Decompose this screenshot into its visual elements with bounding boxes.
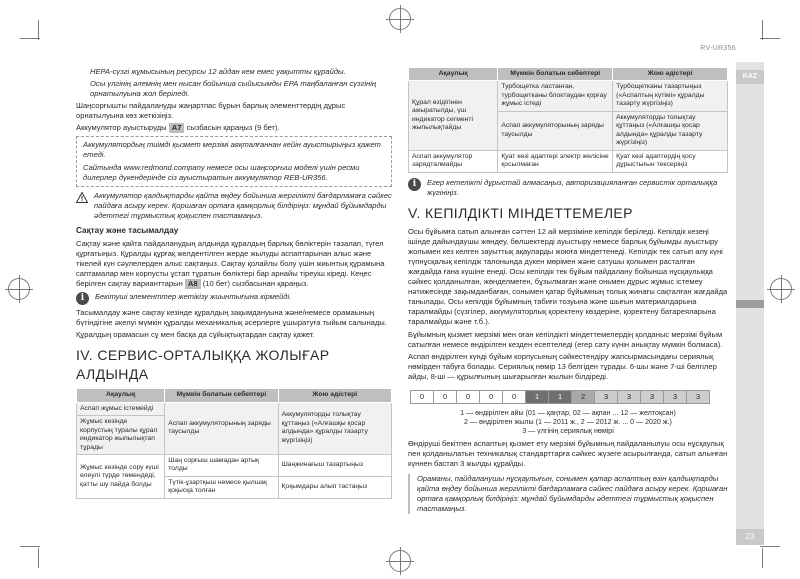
recycle-warning bbox=[76, 191, 392, 221]
serial-cell: 0 bbox=[479, 390, 503, 404]
table-cell: Жұмыс кезінде корпустың туралы құрал индикатор жыпылықтап тұрады bbox=[77, 416, 165, 455]
serial-legend bbox=[408, 409, 728, 437]
info-icon: i bbox=[76, 292, 89, 305]
table-cell: Қуат көзі адаптердің қосу дұрыстығын тексеріңіз bbox=[613, 150, 728, 172]
table-cell: Аспап аккумуляторының заряды таусылды bbox=[165, 402, 278, 454]
table-cell: Қуат көзі адаптері электр желісіне қосылмаған bbox=[498, 150, 613, 172]
warranty-paragraph: Өндіруші бекітпен аспаптың қызмет ету мерзімі бұйымның пайдаланылуы осы нұсқаулық пен қолданылатын техникалық стандарттарға сәйкес жүзеге асырылғанда, сатып алынған күннен бастап 3 жылды құрайды. bbox=[408, 439, 728, 469]
figure-tag: A7 bbox=[169, 123, 185, 133]
warning-text: Аккумулятор қалдықтарды қайта өңдеу бойынша жергілікті бағдарламаға сәйкес пайдаға асыру керек. Қоршаған ортаға қамқорлық білдіріңіз: мұндай бұйымдарды әдеттегі тұрмыстық қоқыспен тастамаңыз. bbox=[94, 191, 392, 221]
table-header: Мүмкін болатын себептері bbox=[498, 68, 613, 81]
storage-paragraph: Тасымалдау және сақтау кезінде құралдың зақымдануына және/немесе орамаының бүтіндігіне әкелуі мүмкін құралды механикалық әсерлерге ұшыратуға тыйым салынады. bbox=[76, 308, 387, 328]
serial-cell: 0 bbox=[410, 390, 434, 404]
right-column bbox=[408, 67, 728, 514]
storage-heading: Сақтау және тасымалдау bbox=[76, 226, 179, 236]
table-cell: Құрал өзідігінен ажыратылды, үш индикатор сегменті жыпылықтайды bbox=[409, 81, 498, 150]
serial-cell: 3 bbox=[663, 390, 687, 404]
table-cell: Жұмыс кезінде сору күші елеулі түрде төмендеді, қатты шу пайда болды bbox=[77, 455, 165, 499]
info-icon: i bbox=[408, 178, 421, 191]
registration-mark bbox=[770, 278, 792, 300]
serial-cell: 1 bbox=[548, 390, 572, 404]
info-text: Егер кетелікті дұрыстай алмасаңыз, авторизацияланған сервистік орталыққа жүгініңіз. bbox=[427, 177, 718, 197]
serial-cell: 0 bbox=[433, 390, 457, 404]
serial-number-diagram bbox=[408, 390, 728, 404]
table-cell: Аспап жұмыс істемейді bbox=[77, 402, 165, 415]
table-cell: Түтік-ұзартқыш немесе қылшақ қоқысқа толған bbox=[165, 476, 278, 498]
info-text: Бекітуші элементтер жетікізу жиынтығына кірмейді. bbox=[95, 292, 292, 302]
troubleshooting-table bbox=[76, 388, 392, 499]
serial-cell: 3 bbox=[594, 390, 618, 404]
registration-mark bbox=[389, 8, 411, 30]
serial-cell: 0 bbox=[502, 390, 526, 404]
section-heading: IV. СЕРВИС-ОРТАЛЫҚҚА ЖОЛЫҒАР АЛДЫНДА bbox=[76, 347, 330, 382]
recycle-note: Ораманы, пайдаланушы нұсқаулығын, сонымен қатар аспаптың өзін қалдықтарды қайта өңдеу бойынша жергілікті бағдарламаға сәйкес пайдаға асыру керек. Қоршаған ортаға қамқорлық білдіріңіз: мұндай бұйымдарды әдеттегі тұрмыстық қоқыспен тастамаңыз. bbox=[408, 474, 728, 514]
serial-cell: 1 bbox=[525, 390, 549, 404]
serial-cell: 3 bbox=[686, 390, 710, 404]
serial-cell: 3 bbox=[617, 390, 641, 404]
page-number: 23 bbox=[736, 529, 764, 545]
legend-line: 1 — өндірілген айы (01 — қаңтар, 02 — ақпан ... 12 — желтоқсан) bbox=[460, 408, 676, 417]
intro-filter: НЕРА-сүзгі жұмысының ресурсы 12 айдан кем емес уақытты құрайды. bbox=[90, 67, 346, 76]
table-header: Мүмкін болатын себептері bbox=[165, 389, 278, 402]
crop-mark bbox=[20, 546, 40, 547]
table-cell: Аспап аккумулятор зарядталмайды bbox=[409, 150, 498, 172]
table-cell: Шаңжинағыш тазартыңыз bbox=[278, 455, 391, 477]
crop-mark bbox=[20, 38, 40, 39]
crop-mark bbox=[38, 20, 39, 40]
registration-mark bbox=[389, 550, 411, 572]
battery-note-box bbox=[76, 136, 392, 187]
storage-paragraph: Сақтау және қайта пайдаланудың алдында құралдың барлық бөліктерін тазалап, түгел құрғатыңыз. Құралды құрғақ желдентілген жерде жылуды аспаптарынан алыс және тікелей күн сәулелерден алыс сақтаңыз. Сақтау қолайлы болу үшін жиынтық құрамына саптамалар мен корпусты ұстап тұратын бөліктері бар арнайы тіреуіш кіреді. Кеңес берілген сақтау варианттарын A8 (10 бет) сызбасынан қараңыз. bbox=[76, 239, 385, 289]
table-cell: Қоқымдары алып тастаңыз bbox=[278, 476, 391, 498]
storage-paragraph: Құралдың орамасын сұ мен басқа да сұйықтықтардан сақтау қажет. bbox=[76, 330, 315, 340]
crop-mark bbox=[762, 548, 763, 568]
crop-mark bbox=[762, 20, 763, 40]
note-line: Аккумулятордың тиімді қызмет мерзімі аяқталғаннан кейін ауыстырыңыз қажет етеді. bbox=[83, 140, 381, 160]
table-header: Жою әдістері bbox=[613, 68, 728, 81]
legend-line: 2 — өндірілген жылы (1 — 2011 ж., 2 — 2012 ж. ... 0 — 2020 ж.) bbox=[464, 417, 672, 426]
table-row bbox=[77, 402, 392, 415]
intro-check: Шаңсорғышты пайдалануды жаңартпас бұрын барлық элементтердің дұрыс орнатылуына көз жеткізіңіз. bbox=[76, 101, 346, 121]
battery-line: Аккумулятор ауыстыруды A7 сызбасын қараңыз (9 бет). bbox=[76, 123, 280, 133]
table-cell: Турбощетка ластанған, турбощетканы блоктаудан қорғау жұмыс істеді bbox=[498, 81, 613, 111]
table-cell: Аккумуляторды толықтау құттаңыз («Алғашқы қосар алдында» құралды тазарту жүргізіңіз) bbox=[613, 111, 728, 150]
table-row bbox=[409, 81, 728, 111]
crop-mark bbox=[760, 38, 780, 39]
registration-mark bbox=[8, 278, 30, 300]
table-cell: Шаң сорғыш шамадан артық толды bbox=[165, 455, 278, 477]
table-header: Ақаулық bbox=[409, 68, 498, 81]
legend-line: 3 — үлгінің сериялық нөмірі bbox=[522, 427, 614, 436]
left-column bbox=[76, 67, 392, 499]
side-tab-bar bbox=[736, 62, 764, 545]
crop-mark bbox=[760, 546, 780, 547]
note-line: Сайтында www.redmond.company немесе осы шаңсорғыш моделі үшін ресми дилерлер дүкендерінде сіз ауыстыратын аккумулятор REB-UR356. bbox=[83, 163, 360, 183]
section-heading: V. КЕПІЛДІКТІ МІНДЕТТЕМЕЛЕР bbox=[408, 204, 633, 221]
warranty-paragraph: Аспап өндірілген күнді бұйым корпусының сәйкестендіру жапсырмасындағы сериялық нөмірден табуға болады. Сериялық нөмір 13 белгіден тұрады. 6-шы және 7-ші белгілер айды, 8-ші — құрылғының шығарылған жылын білдіреді. bbox=[408, 351, 717, 381]
table-header: Ақаулық bbox=[77, 389, 165, 402]
table-cell: Аккумуляторды толықтау құттаңыз («Алғашқы қосар алдында» құралды тазарту жүргізіңіз) bbox=[278, 402, 391, 454]
serial-cell: 0 bbox=[456, 390, 480, 404]
table-header: Жою әдістері bbox=[278, 389, 391, 402]
info-note bbox=[76, 292, 392, 305]
intro-compatible: Осы үлгінің әлемнің мен нысан бойынша сыйысымды ЕРА таңбаланған сүзгінің орнатылуына жол беріледі. bbox=[90, 79, 377, 99]
table-cell: Турбощетканы тазартыңыз («Аспаптың күтімі» құралды тазарту жүргізіңіз) bbox=[613, 81, 728, 111]
troubleshooting-table-continued bbox=[408, 67, 728, 173]
model-number: RV-UR356 bbox=[700, 45, 736, 52]
warranty-paragraph: Осы бұйымға сатып алынған сәттен 12 ай мерзіміне кепілдік беріледі. Кепілдік кезеңі ішінде дайындаушы жөндеу, бөлшектерді ауыстыру немесе барлық бұйымды ауыстыру жолымен кез келген зауыттық ақауларды жоюға міндеттенеді. Кепілдік тек сатып алу күні түпнұсқалық кепілдік талонында дүкен мөрімен және сатушы қолымен расталған жағдайда ғана күшіне енеді. Осы кепілдік тек бұйым пайдалану бойынша нұсқаулыққа сәйкес қолданылған, жөнделмеген, бұзылмаған және оньмен дұрыс жұмыс істемеу нәтижесінде зақымданбаған, сонымен қатар бұйымның толық жинағы сақталған жағдайда танылады. Осы кепілдік бұйымның табиғи тозуына және шығын материалдарына таралмайды (сүзгілер, аккумуляторлық қоректену көздеріне, қоректену батареяларына таралмайды және т.б.). bbox=[408, 227, 728, 327]
warning-icon bbox=[76, 192, 88, 203]
info-note bbox=[408, 178, 728, 198]
language-tab: KAZ bbox=[736, 70, 764, 84]
serial-cell: 3 bbox=[640, 390, 664, 404]
table-row bbox=[409, 150, 728, 172]
crop-mark bbox=[38, 548, 39, 568]
table-cell: Аспап аккумуляторының заряды таусылды bbox=[498, 111, 613, 150]
figure-tag: A8 bbox=[185, 279, 201, 289]
warranty-paragraph: Бұйымның қызмет мерзімі мен оған кепілдікті міндеттемелердің қолданыс мерзімі бұйым сатылған немесе өндірілген кезден есептеледі (егер сату күнін анықтау мүмкін болмаса). bbox=[408, 329, 723, 349]
serial-cell: 2 bbox=[571, 390, 595, 404]
